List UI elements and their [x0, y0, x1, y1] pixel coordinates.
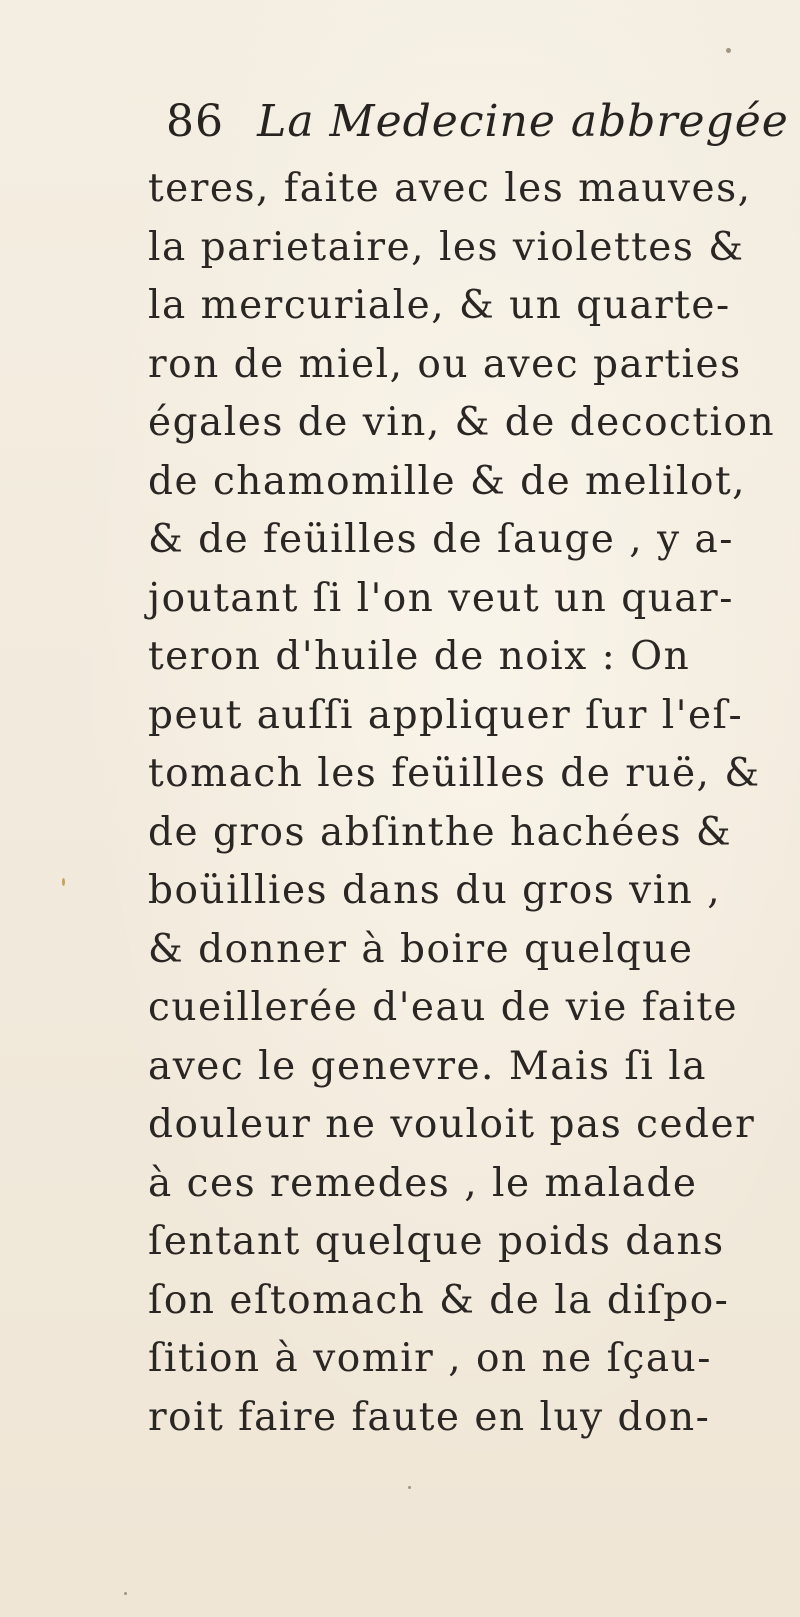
text-line: teres, faite avec les mauves,	[148, 166, 752, 211]
ink-speck	[124, 1592, 127, 1595]
text-line: ſentant quelque poids dans	[148, 1219, 725, 1264]
body-text	[148, 160, 788, 1447]
text-line: la parietaire, les violettes &	[148, 224, 745, 270]
text-line: ſon eſtomach & de la diſpo-	[148, 1277, 730, 1323]
text-line: joutant ſi l'on veut un quar-	[148, 575, 734, 621]
text-line: ſition à vomir , on ne ſçau-	[148, 1336, 712, 1381]
page-header	[166, 96, 789, 156]
page-number: 86	[166, 96, 224, 147]
text-line: ron de miel, ou avec parties	[148, 341, 742, 387]
text-line: teron d'huile de noix : On	[148, 634, 691, 679]
ink-speck	[726, 48, 731, 53]
text-line: & donner à boire quelque	[148, 926, 694, 972]
text-line: & de feüilles de ſauge , y a-	[148, 517, 734, 562]
text-line: la mercuriale, & un quarte-	[148, 283, 731, 328]
ink-speck	[62, 878, 65, 886]
text-line: avec le genevre. Mais ſi la	[148, 1043, 707, 1089]
text-line: boüillies dans du gros vin ,	[148, 868, 722, 913]
text-line: de chamomille & de melilot,	[148, 458, 747, 504]
text-line: cueillerée d'eau de vie faite	[148, 985, 739, 1030]
text-line: douleur ne vouloit pas ceder	[148, 1102, 756, 1147]
text-line: roit faire faute en luy don-	[148, 1394, 711, 1440]
text-line: de gros abſinthe hachées &	[148, 809, 733, 855]
text-line: égales de vin, & de decoction	[148, 400, 776, 445]
text-line: à ces remedes , le malade	[148, 1160, 698, 1206]
text-line: peut auſſi appliquer ſur l'eſ-	[148, 692, 744, 738]
text-line: tomach les feüilles de ruë, &	[148, 751, 761, 796]
running-title: La Medecine abbregée	[257, 96, 789, 147]
ink-speck	[408, 1486, 411, 1489]
